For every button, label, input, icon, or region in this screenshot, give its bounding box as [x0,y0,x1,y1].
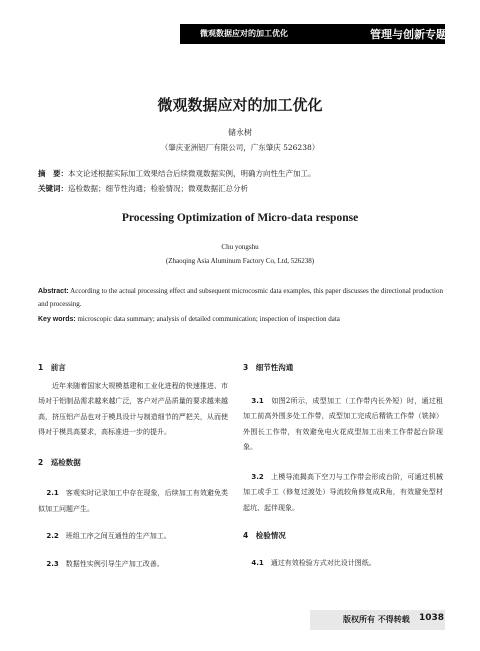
paper-title-en: Processing Optimization of Micro-data response [121,212,359,224]
section-2-2 [38,529,228,545]
footer-rights: 版权所有 不得转载 [343,615,410,624]
section-4-1-text: 通过有效检验方式对比设计图纸。 [263,558,376,567]
abstract-en-text: According to the actual processing effect and subsequent microcosmic data examples, this paper discusses the directional production and processing. [38,287,443,308]
section-2-2-number: 2.2 [46,532,59,540]
left-column [38,360,228,572]
affiliation-en: (Zhaoqing Asia Aluminum Factory Co, Ltd, 526238) [165,257,315,265]
section-2-3-text: 数据性实例引导生产加工改善。 [58,559,164,568]
section-3-heading: 3 细节性沟通 [243,363,294,372]
section-3-2-text: 上模导流揭高下空刀与工作带会形成台阶，可通过机械加工或手工（修复过渡处）导流较角修复成R角，有效避免型材起坑、起伴现象。 [243,472,443,512]
section-4-1 [243,556,443,572]
author-cn: 储永树 [228,128,252,137]
abstract-cn [38,168,448,179]
page-number: 1038 [419,613,445,623]
section-3-2-number: 3.2 [251,472,264,481]
keywords-cn-text: 巡检数据；细节性沟通；检验情况；微观数据汇总分析 [68,184,248,193]
section-1-heading: 1 前言 [38,363,66,372]
section-3-1-text: 如图2所示，成型加工（工作带内长外短）时，通过租加工前高外围多处工作带，成型加工完成后精铣工作带（铣掉）外围长工作带，有效避免电火花成型加工出来工作带起台阶现象。 [243,396,443,451]
keywords-cn [38,183,448,194]
keywords-en [38,315,448,323]
running-head-title: 微观数据应对的加工优化 [200,29,288,38]
section-3-1-number: 3.1 [251,396,264,405]
section-2-1-number: 2.1 [46,489,59,497]
right-column [243,360,443,571]
abstract-en [38,285,443,310]
author-en: Chu yongshu [221,243,259,251]
section-2-3 [38,557,228,573]
affiliation-cn: （肇庆亚洲铝厂有限公司，广东肇庆 526238） [160,143,320,152]
abstract-cn-label: 摘 要： [38,169,68,178]
section-2-heading: 2 巡检数据 [38,457,81,467]
section-1-paragraph: 近年来随着国家大规模基建和工业化进程的快速推进、市场对于铝制品需求越来越广泛，客户对产品质量的要求越来越高，挤压铝产品也对于模具设计与制造细节的严把关，从而使得对于模具高要求，高标准进一步的提升。 [38,381,228,436]
section-2-2-text: 班组工序之间互通性的生产加工。 [58,532,171,540]
section-3-1 [243,394,443,456]
section-2-1-text: 客观实时记录加工中存在现象，后续加工有效避免类似加工问题产生。 [38,489,228,513]
running-head-column: 管理与创新专题 [370,28,447,41]
paper-title-cn: 微观数据应对的加工优化 [157,96,323,114]
section-4-1-number: 4.1 [251,558,264,567]
section-2-3-number: 2.3 [46,559,59,568]
section-2-1 [38,486,228,517]
keywords-en-text: microscopic data summary; analysis of detailed communication; inspection of inspection data [75,315,340,323]
abstract-en-label: Abstract: [38,288,69,295]
keywords-en-label: Key words: [38,316,76,323]
abstract-cn-text: 本文论述根据实际加工效果结合后续微观数据实例，明确方向性生产加工。 [68,169,316,178]
keywords-cn-label: 关键词： [38,184,68,193]
section-3-2 [243,470,443,517]
section-4-heading: 4 检验情况 [243,531,286,540]
